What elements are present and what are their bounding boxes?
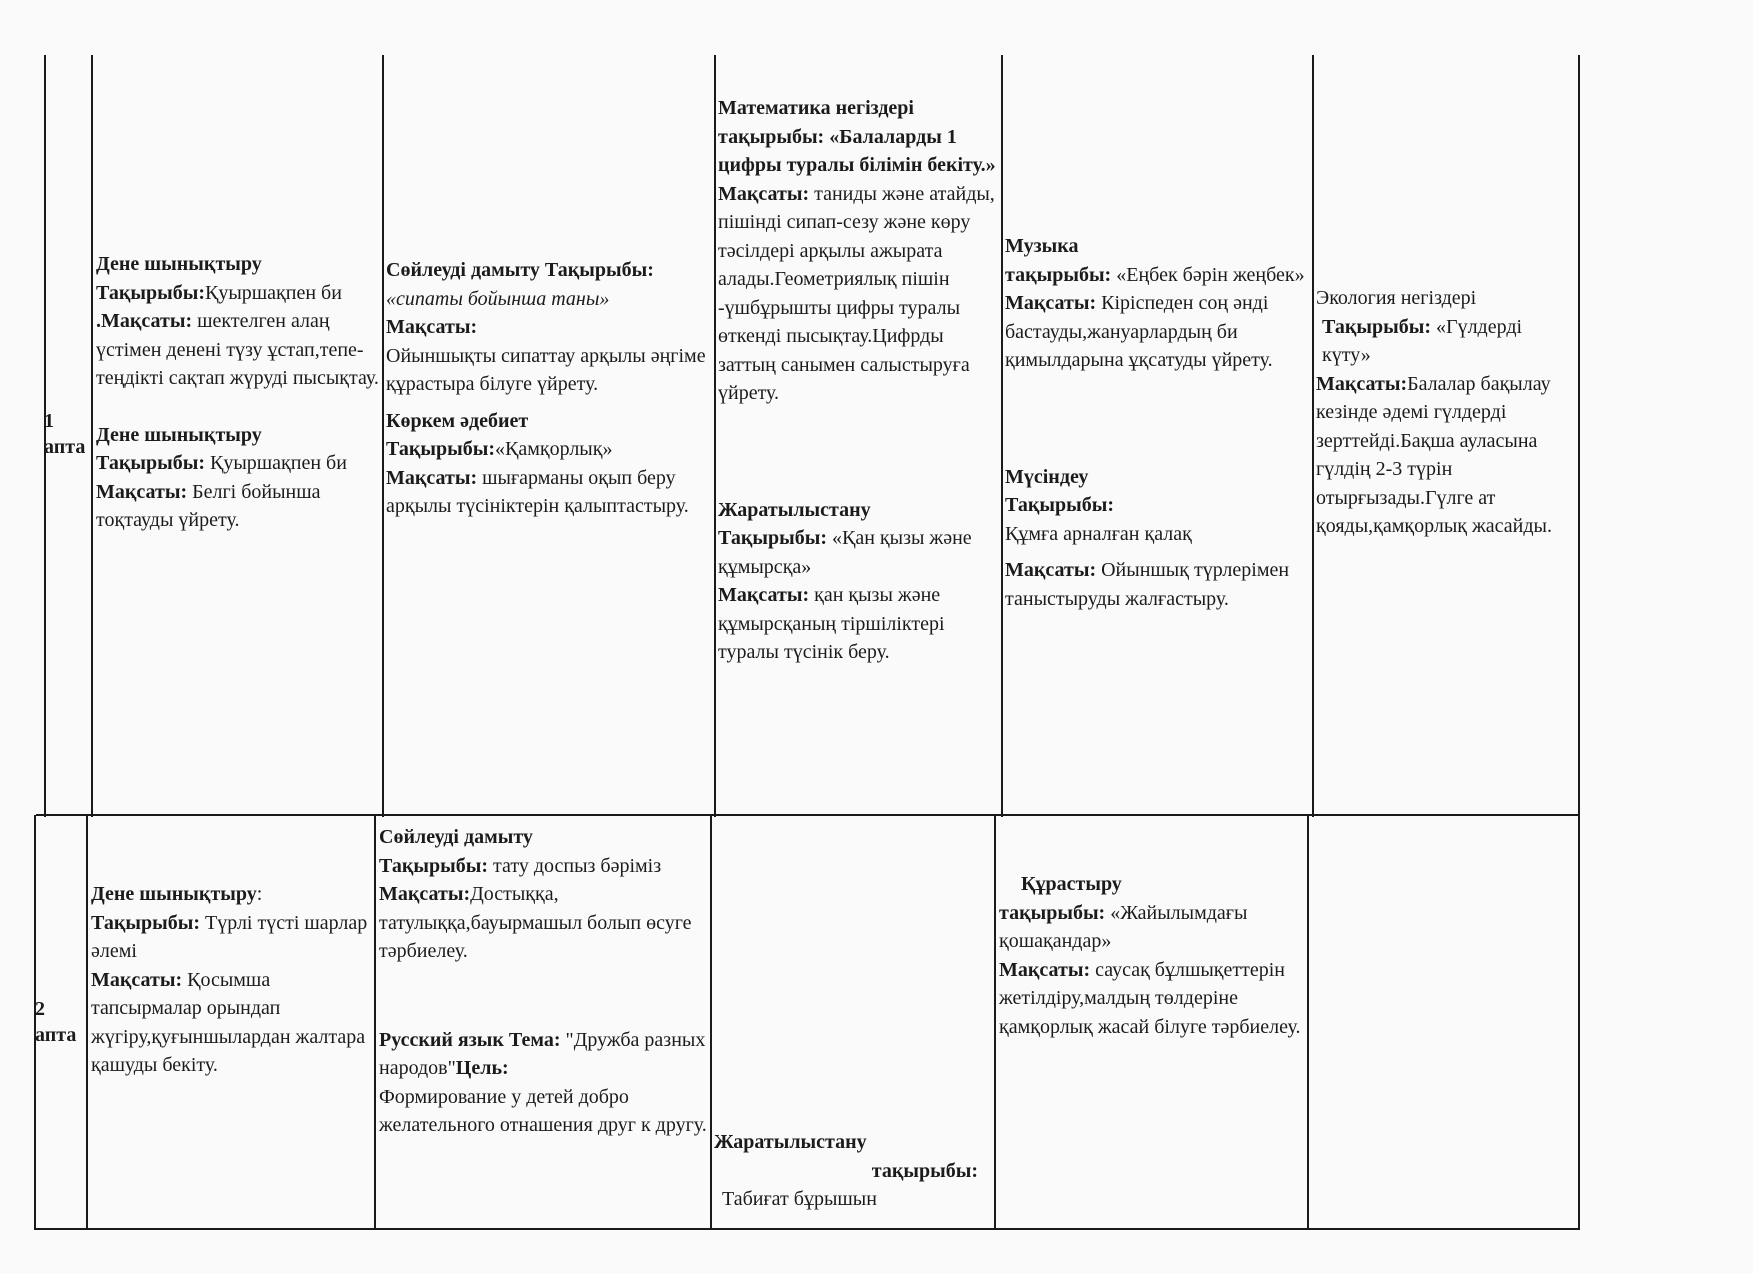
goal-text: саусақ бұлшықеттерін жетілдіру,малдың төлдеріне қамқорлық жасай білуге тәрбиелеу. — [999, 958, 1301, 1038]
table-divider — [91, 55, 93, 817]
subject-title: Экология негіздері — [1316, 287, 1477, 309]
topic-label: тақырыбы: — [718, 125, 825, 148]
goal-label: Мақсаты: — [718, 584, 810, 606]
subject-title: Русский язык — [379, 1028, 504, 1051]
goal-label: Мақсаты: — [718, 182, 810, 205]
topic-label: Тақырыбы: — [96, 452, 205, 474]
week-number: 1 — [44, 410, 54, 432]
table-divider — [374, 815, 376, 1230]
goal-label: Мақсаты: — [91, 968, 183, 991]
topic-text: Түрлі түсті шарлар әлемі — [91, 911, 368, 962]
activity-block — [718, 496, 998, 667]
topic-text: «Жайылымдағы қошақандар» — [999, 901, 1248, 952]
topic-label: Тема: — [508, 1028, 561, 1051]
week-label-2 — [35, 996, 76, 1048]
goal-text: Балалар бақылау кезінде әдемі гүлдерді зерттейді.Бақша ауласына гүлдің 2-3 түрін отырғызады.Гүлге ат қояды,қамқорлық жасайды. — [1316, 372, 1552, 537]
goal-text: Достыққа, татулыққа,бауырмашыл болып өсуге тәрбиелеу. — [379, 883, 692, 962]
cell-r1-c3 — [716, 94, 1000, 667]
topic-text: «Қан қызы және құмырсқа» — [718, 527, 972, 578]
topic-text: "Дружба разных народов" — [379, 1028, 706, 1079]
goal-label: Мақсаты: — [999, 958, 1091, 981]
goal-text: Ойыншықты сипаттау арқылы әңгіме құрастыра білуге үйрету. — [386, 344, 706, 395]
activity-block — [718, 94, 998, 408]
subject-title: Математика негіздері — [718, 97, 914, 119]
table-divider — [994, 815, 996, 1230]
subject-title: Дене шынықтыру — [96, 253, 262, 275]
subject-title: Сөйлеуді дамыту — [386, 259, 540, 281]
topic-text: «сипаты бойынша таны» — [386, 287, 610, 310]
topic-label: тақырыбы: — [999, 901, 1106, 924]
week-word: апта — [44, 436, 86, 458]
subject-title: Музыка — [1005, 235, 1079, 257]
goal-text: шығарманы оқып беру арқылы түсініктерін қалыптастыру. — [386, 466, 689, 517]
subject-title: Жаратылыстану — [718, 498, 871, 521]
goal-label: Мақсаты: — [96, 480, 188, 503]
subject-title: Көркем әдебиет — [386, 409, 529, 432]
topic-label: тақырыбы: — [1005, 263, 1112, 286]
goal-text: таниды және атайды, пішінді сипап-сезу және көру тәсілдері арқылы ажырата алады.Геометриялық пішін -үшбұрышты цифры туралы өткенді пысықтау.Цифрды заттың санымен салыстыруға үйрету. — [718, 182, 995, 404]
topic-label: тақырыбы: — [871, 1159, 978, 1182]
topic-label: Тақырыбы: — [91, 911, 200, 934]
topic-text: Табиғат бұрышын — [722, 1188, 877, 1210]
goal-text: Формирование у детей добро желательного отнашения друг к другу. — [379, 1085, 707, 1136]
goal-text: Қосымша тапсырмалар орындап жүгіру,қуғыншылардан жалтара қашуды бекіту. — [91, 968, 366, 1076]
activity-block — [386, 256, 712, 399]
topic-text: Құмға арналған қалақ — [1005, 522, 1192, 545]
table-border-right — [1578, 55, 1580, 1230]
goal-label: Мақсаты: — [1316, 372, 1408, 395]
activity-block — [96, 250, 380, 393]
topic-text: «Қамқорлық» — [495, 438, 613, 460]
cell-r1-c1 — [94, 250, 382, 535]
topic-text: «Балаларды 1 цифры туралы білімін бекіту.» — [718, 125, 996, 176]
goal-label: Мақсаты: — [386, 316, 478, 338]
topic-label: Тақырыбы: — [1322, 315, 1431, 338]
activity-block — [386, 407, 712, 521]
topic-text: «Гүлдерді күту» — [1322, 315, 1523, 366]
activity-block — [96, 421, 380, 535]
week-label-1 — [44, 408, 85, 460]
topic-text: тату доспыз бәріміз — [493, 854, 662, 877]
goal-label: Мақсаты: — [1005, 559, 1097, 581]
goal-text: Белгі бойынша тоқтауды үйрету. — [96, 480, 321, 531]
cell-r2-c1 — [89, 880, 373, 1080]
table-divider — [1307, 815, 1309, 1230]
subject-title: Мүсіндеу — [1005, 465, 1089, 488]
goal-text: қан қызы және құмырсқаның тіршіліктері туралы түсінік беру. — [718, 584, 945, 663]
topic-label: Тақырыбы: — [1005, 494, 1114, 516]
topic-text: Қуыршақпен би — [205, 281, 342, 304]
table-border-bottom — [34, 1228, 1580, 1230]
goal-label: Мақсаты: — [379, 883, 471, 905]
topic-label: Тақырыбы: — [379, 854, 488, 877]
week-word: апта — [35, 1024, 77, 1046]
activity-block — [714, 1128, 990, 1214]
topic-label: Тақырыбы: — [718, 527, 827, 549]
activity-block — [999, 870, 1304, 1041]
goal-label: Мақсаты: — [1005, 292, 1097, 314]
week-number: 2 — [35, 998, 45, 1020]
subject-suffix: : — [256, 883, 263, 905]
topic-label: Тақырыбы: — [544, 259, 654, 281]
cell-r1-c5 — [1314, 284, 1577, 541]
goal-text: Ойыншық түрлерімен таныстыруды жалғастыру. — [1005, 559, 1290, 610]
activity-block — [379, 823, 707, 966]
activity-block — [1005, 463, 1309, 614]
activity-block — [1005, 232, 1309, 375]
subject-title: Дене шынықтыру — [96, 423, 262, 446]
subject-title: Сөйлеуді дамыту — [379, 826, 533, 848]
subject-title: Дене шынықтыру — [91, 883, 257, 905]
cell-r2-c4 — [997, 870, 1306, 1041]
topic-text: Қуыршақпен би — [210, 452, 347, 474]
activity-block — [91, 880, 371, 1080]
goal-text: Кіріспеден соң әнді бастауды,жануарлардың би қимылдарына ұқсатуды үйрету. — [1005, 292, 1273, 371]
table-divider — [86, 815, 88, 1230]
activity-block — [1316, 284, 1575, 541]
activity-block — [379, 1026, 707, 1140]
goal-label: .Мақсаты: — [96, 310, 193, 332]
cell-r2-c3 — [712, 1128, 992, 1214]
subject-title: Құрастыру — [1021, 873, 1122, 895]
topic-text: «Еңбек бәрін жеңбек» — [1116, 263, 1305, 286]
goal-label: Мақсаты: — [386, 466, 478, 489]
goal-label: Цель: — [455, 1057, 509, 1079]
topic-label: Тақырыбы: — [386, 438, 495, 460]
row-divider — [36, 814, 1580, 816]
subject-title: Жаратылыстану — [714, 1131, 867, 1153]
cell-r2-c2 — [377, 823, 709, 1140]
topic-label: Тақырыбы: — [96, 281, 205, 304]
cell-r1-c2 — [384, 256, 714, 521]
goal-text: шектелген алаң үстімен денені түзу ұстап,тепе-теңдікті сақтап жүруді пысықтау. — [96, 310, 379, 389]
cell-r1-c4 — [1003, 232, 1311, 613]
